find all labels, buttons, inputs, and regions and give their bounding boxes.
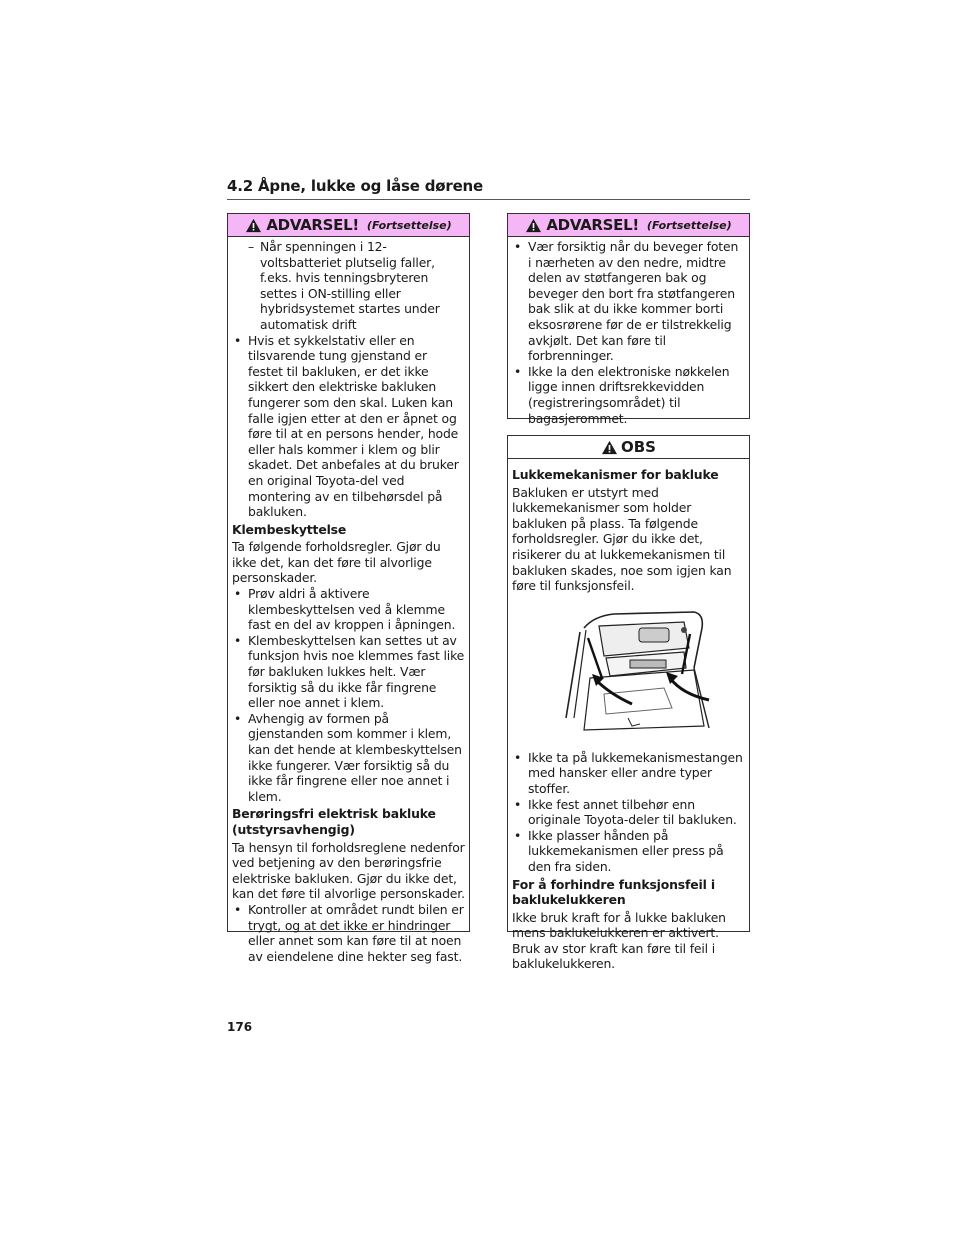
warning-subtitle: (Fortsettelse) — [646, 218, 732, 232]
list-item: • Vær forsiktig når du beveger foten i nærheten av den nedre, midtre delen av støtfangeren bak og beveger den bort fra støtfangeren bak slik at du ikke kommer borti eksosrørene før de er tilstrekkelig avkjølt. Det kan føre til forbrenninger. — [514, 239, 739, 364]
left-warning-content — [228, 237, 469, 964]
tailgate-damper-illustration — [544, 608, 714, 736]
list-item: – Når spenningen i 12-voltsbatteriet plutselig faller, f.eks. hvis tenningsbryteren settes i ON-stilling eller hybridsystemet startes under automatisk drift — [248, 239, 440, 332]
obs-box — [507, 435, 750, 972]
warning-title: ADVARSEL! — [266, 216, 359, 234]
left-warning-header — [228, 214, 469, 237]
page-number: 176 — [227, 1020, 253, 1034]
paragraph: Ikke bruk kraft for å lukke bakluken mens baklukelukkeren er aktivert. Bruk av stor kraft kan føre til feil i baklukelukkeren. — [512, 909, 726, 972]
list-item: • Ikke fest annet tilbehør enn originale Toyota-deler til bakluken. — [514, 796, 737, 828]
right-warning-box — [507, 213, 750, 426]
left-warning-box — [227, 213, 470, 964]
obs-title: OBS — [621, 438, 656, 456]
list-item: • Klembeskyttelsen kan settes ut av funksjon hvis noe klemmes fast like før bakluken lukkes helt. Vær forsiktig så du ikke får fingrene eller noe annet i klem. — [234, 632, 465, 711]
list-item: • Avhengig av formen på gjenstanden som kommer i klem, kan det hende at klembeskyttelsen ikke fungerer. Vær forsiktig så du ikke får fingrene eller noe annet i klem. — [234, 710, 462, 804]
obs-content — [508, 459, 749, 972]
paragraph: Bakluken er utstyrt med lukkemekanismer som holder bakluken på plass. Ta følgende forholdsregler. Gjør du ikke det, risikerer du at lukkemekanismen til bakluken skades, noe som igjen kan føre til funksjonsfeil. — [512, 484, 732, 594]
list-item: • Prøv aldri å aktivere klembeskyttelsen ved å klemme fast en del av kroppen i åpningen. — [234, 586, 456, 633]
obs-header — [508, 436, 749, 459]
warning-icon — [245, 218, 262, 233]
right-warning-header — [508, 214, 749, 237]
subheading: Berøringsfri elektrisk bakluke (utstyrsavhengig) — [232, 806, 436, 837]
section-title: 4.2 Åpne, lukke og låse dørene — [227, 177, 483, 195]
list-item: • Hvis et sykkelstativ eller en tilsvarende tung gjenstand er festet til bakluken, er det ikke sikkert den elektriske bakluken fungerer som den skal. Luken kan falle igjen etter at den er åpnet og føre til at en persons hender, hode eller hals kommer i klem og blir skadet. Det anbefales at du bruker en original Toyota-del ved montering av en tilbehørsdel på bakluken. — [234, 332, 459, 520]
warning-title: ADVARSEL! — [546, 216, 639, 234]
subheading: Lukkemekanismer for bakluke — [512, 467, 719, 482]
right-warning-content — [508, 237, 749, 426]
paragraph: Ta hensyn til forholdsreglene nedenfor ved betjening av den berøringsfrie elektriske bakluken. Gjør du ikke det, kan det føre til alvorlige personskader. — [232, 839, 465, 902]
list-item: • Ikke plasser hånden på lukkemekanismen eller press på den fra siden. — [514, 827, 724, 874]
list-item: • Ikke ta på lukkemekanismestangen med hansker eller andre typer stoffer. — [514, 749, 743, 796]
warning-subtitle: (Fortsettelse) — [366, 218, 452, 232]
subheading: For å forhindre funksjonsfeil i baklukelukkeren — [512, 876, 715, 908]
caution-icon — [601, 440, 618, 455]
list-item: • Kontroller at området rundt bilen er trygt, og at det ikke er hindringer eller annet som kan føre til at noen av eiendelene dine hekter seg fast. — [234, 901, 464, 964]
paragraph: Ta følgende forholdsregler. Gjør du ikke det, kan det føre til alvorlige personskader. — [232, 539, 441, 586]
warning-icon — [525, 218, 542, 233]
section-divider — [227, 199, 750, 200]
list-item: • Ikke la den elektroniske nøkkelen ligge innen driftsrekkevidden (registreringsområdet) til bagasjerommet. — [514, 363, 730, 426]
subheading: Klembeskyttelse — [232, 521, 347, 537]
